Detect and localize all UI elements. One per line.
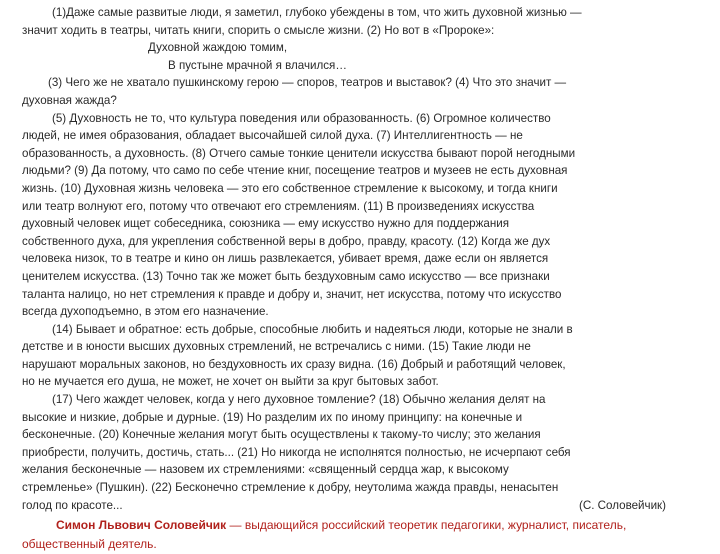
text-line: стремленье» (Пушкин). (22) Бесконечно стремление к добру, неутолима жажда правды, ненасытен [22,481,559,495]
author-description-continued: общественный деятель. [22,537,157,552]
author-description: — выдающийся российский теоретик педагогики, журналист, писатель, [226,518,627,533]
author-name: Симон Львович Соловейчик [56,518,227,533]
text-line: желания бесконечные — назовем их стремлениями: «священный сердца жар, к высокому [22,463,509,477]
text-line: приобрести, получить, достичь, стать... (21) Но никогда не исполнятся полностью, не исчерпают себя [22,445,571,459]
text-line: людей, не имея образования, обладает высочайшей силой духа. (7) Интеллигентность — не [22,129,523,143]
text-line: всегда духоподъемно, в этом его назначение. [22,305,269,319]
text-line: бесконечные. (20) Конечные желания могут быть осуществлены к такому-то числу; это желания [22,428,541,442]
text-line: но не мучается его душа, не может, не хочет он выйти за круг бытовых забот. [22,375,439,389]
author-signature [22,516,706,554]
text-line: нарушают моральных законов, но бездуховность их сразу видна. (16) Добрый и работящий человек, [22,357,566,371]
text-line: значит ходить в театры, читать книги, спорить о смысле жизни. (2) Но вот в «Пророке»: [22,23,495,37]
text-line: таланта налицо, но нет стремления к правде и добру и, значит, нет искусства, потому что искусство [22,287,562,301]
text-line: жизнь. (10) Духовная жизнь человека — это его собственное стремление к высокому, и тогда книги [22,181,558,195]
text-line: духовная жажда? [22,93,117,107]
text-line: (14) Бывает и обратное: есть добрые, способные любить и надеяться люди, которые не знали в [52,322,573,336]
citation: (С. Соловейчик) [579,498,666,512]
text-line: (3) Чего же не хватало пушкинскому герою — споров, театров и выставок? (4) Что это значит — [48,76,567,90]
text-line: людьми? (9) Да потому, что само по себе чтение книг, посещение театров и музеев не есть духовная [22,164,568,178]
text-line: высокие и низкие, добрые и дурные. (19) Но разделим их по иному принципу: на конечные и [22,410,523,424]
text-line: образованность, а духовность. (8) Отчего самые тонкие ценители искусства бывают порой негодными [22,146,576,160]
text-line: духовный человек ищет собеседника, союзника — ему искусство нужно для поддержания [22,217,509,231]
text-line: или театр волнуют его, потому что отвечают его стремлениям. (11) В произведениях искусства [22,199,535,213]
poem-line: В пустыне мрачной я влачился… [168,58,347,72]
closing-line [22,497,706,515]
poem-line: Духовной жаждою томим, [148,41,288,55]
text-line: (1)Даже самые развитые люди, я заметил, глубоко убеждены в том, что жить духовной жизнью — [52,6,582,19]
text-line: (5) Духовность не то, что культура поведения или образованность. (6) Огромное количество [52,111,551,125]
text-line: (17) Чего жаждет человек, когда у него духовное томление? (18) Обычно желания делят на [52,393,546,407]
text-line: голод по красоте... [22,498,123,512]
text-line: ценителем искусства. (13) Точно так же может быть бездуховным само искусство — все признаки [22,269,550,283]
text-line: собственного духа, для укрепления собственной веры в добро, правду, красоту. (12) Когда же дух [22,234,551,248]
text-line: человека низок, то в театре и кино он лишь развлекается, убивает время, даже если он является [22,252,549,266]
text-line: детстве и в юности высших духовных стремлений, не встречались с ними. (15) Такие люди не [22,340,531,354]
